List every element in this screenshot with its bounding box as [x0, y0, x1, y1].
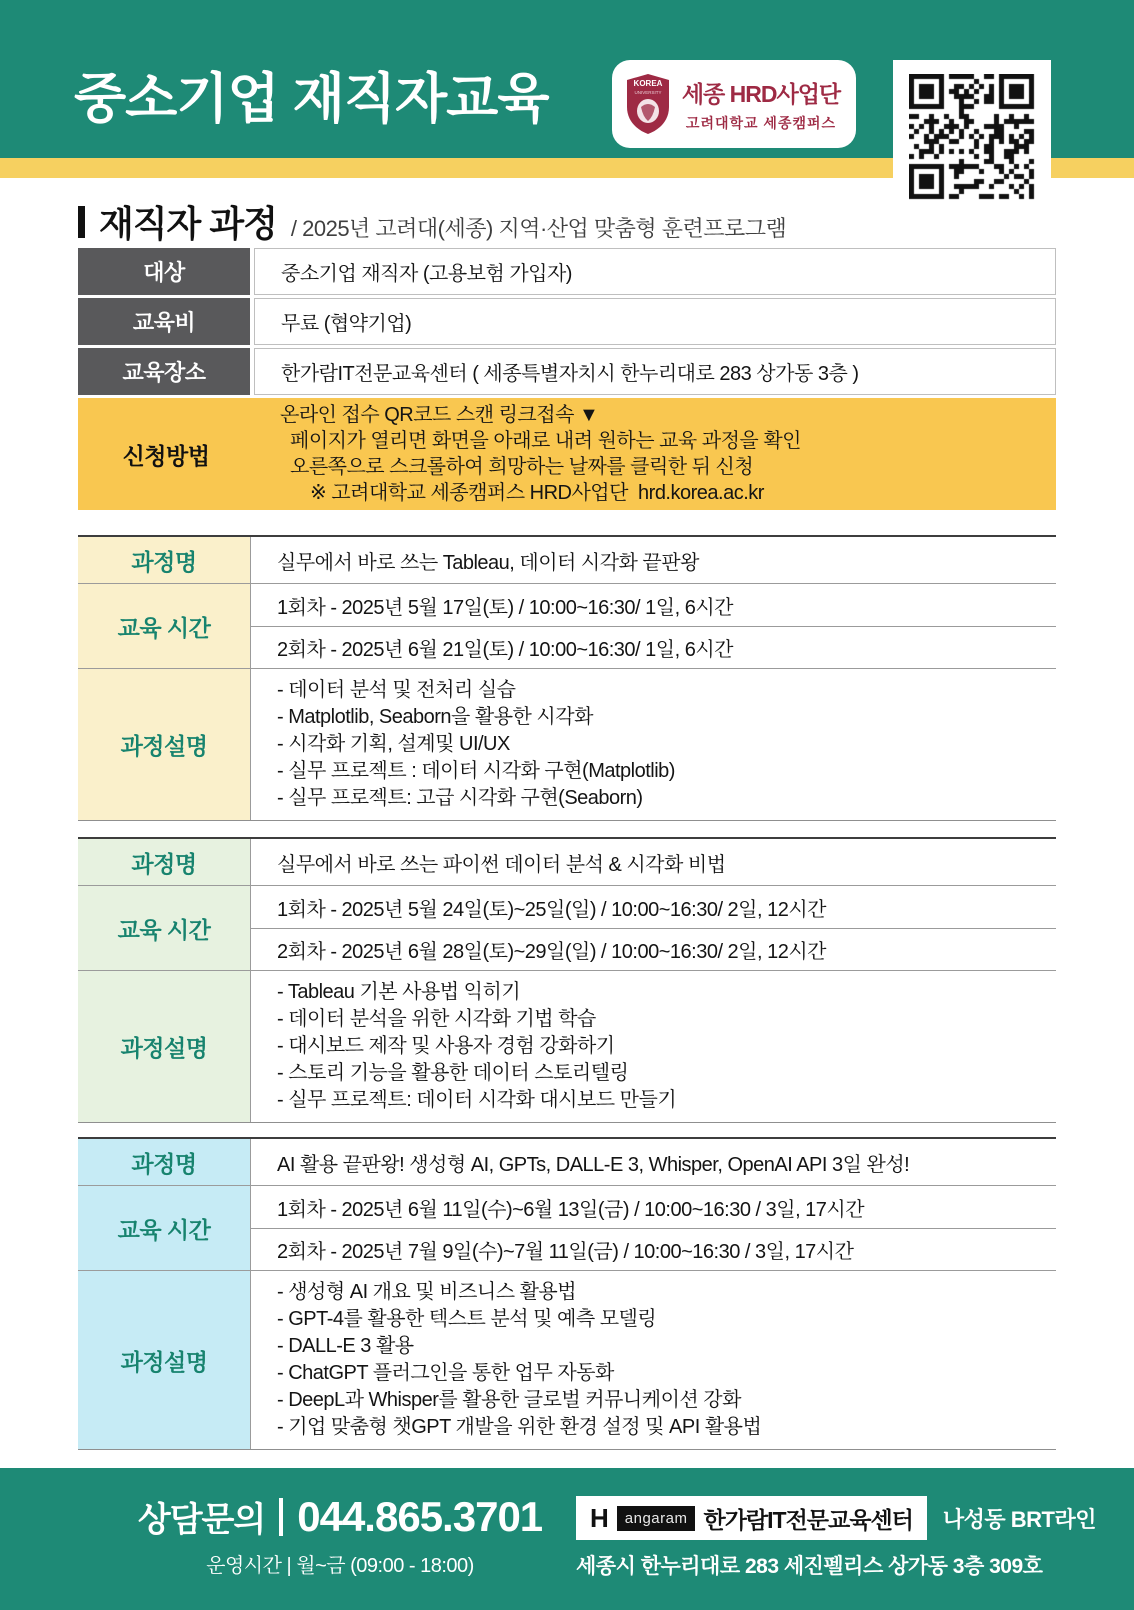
course2-time-label: 교육 시간 — [78, 886, 250, 970]
apply-line-2: 페이지가 열리면 화면을 아래로 내려 원하는 교육 과정을 확인 — [290, 430, 801, 452]
course1-name-row — [78, 537, 1056, 583]
course3-times — [250, 1186, 1056, 1270]
course-table-tableau — [78, 535, 1056, 821]
course3-desc-3: - DALL-E 3 활용 — [277, 1335, 414, 1357]
course1-desc-5: - 실무 프로젝트: 고급 시각화 구현(Seaborn) — [277, 787, 643, 809]
course2-time-1: 1회차 - 2025년 5월 24일(토)~25일(일) / 10:00~16:30/ 2일, 12시간 — [277, 898, 827, 921]
course1-time-1: 1회차 - 2025년 5월 17일(토) / 10:00~16:30/ 1일, 6시간 — [277, 596, 733, 619]
course3-time-1: 1회차 - 2025년 6월 11일(수)~6월 13일(금) / 10:00~16:30 / 3일, 17시간 — [277, 1198, 865, 1221]
course2-desc — [250, 971, 1056, 1122]
info-row-location — [78, 348, 1056, 395]
course2-name-row — [78, 839, 1056, 885]
footer-band — [0, 1468, 1134, 1610]
course2-times — [250, 886, 1056, 970]
section-title-bar — [78, 206, 85, 238]
apply-line-3: 오른쪽으로 스크롤하여 희망하는 날짜를 클릭한 뒤 신청 — [290, 456, 754, 478]
course2-desc-3: - 대시보드 제작 및 사용자 경험 강화하기 — [277, 1035, 615, 1057]
course3-desc-6: - 기업 맞춤형 챗GPT 개발을 위한 환경 설정 및 API 활용법 — [277, 1416, 762, 1438]
course1-desc-3: - 시각화 기획, 설계및 UI/UX — [277, 733, 510, 755]
contact-label: 상담문의 — [137, 1501, 266, 1539]
course3-desc-2: - GPT-4를 활용한 텍스트 분석 및 예측 모델링 — [277, 1308, 657, 1330]
svg-text:UNIVERSITY: UNIVERSITY — [634, 90, 662, 95]
course3-desc-row — [78, 1270, 1056, 1449]
course2-time-2: 2회차 - 2025년 6월 28일(토)~29일(일) / 10:00~16:30/ 2일, 12시간 — [251, 928, 1056, 970]
apply-lines — [254, 398, 1056, 510]
course2-name: 실무에서 바로 쓰는 파이썬 데이터 분석 & 시각화 비법 — [250, 839, 1056, 885]
course1-time-2: 2회차 - 2025년 6월 21일(토) / 10:00~16:30/ 1일, 6시간 — [251, 626, 1056, 668]
course3-desc-5: - DeepL과 Whisper를 활용한 글로벌 커뮤니케이션 강화 — [277, 1389, 741, 1411]
footer-address: 세종시 한누리대로 283 세진펠리스 상가동 3층 309호 — [576, 1555, 1043, 1578]
training-center-row — [576, 1496, 1096, 1540]
course2-desc-2: - 데이터 분석을 위한 시각화 기법 학습 — [277, 1008, 596, 1030]
course3-name: AI 활용 끝판왕! 생성형 AI, GPTs, DALL-E 3, Whisper, OpenAI API 3일 완성! — [250, 1139, 1056, 1185]
course1-name-label: 과정명 — [78, 537, 250, 583]
apply-row — [78, 398, 1056, 510]
section-title: 재직자 과정 — [99, 203, 277, 244]
info-value-target: 중소기업 재직자 (고용보험 가입자) — [254, 248, 1056, 295]
info-label-location: 교육장소 — [78, 348, 250, 395]
contact-divider — [279, 1498, 283, 1536]
course2-desc-row — [78, 970, 1056, 1122]
apply-line-4: ※ 고려대학교 세종캠퍼스 HRD사업단 hrd.korea.ac.kr — [310, 482, 764, 504]
course1-time-row — [78, 583, 1056, 668]
course2-time-row — [78, 885, 1056, 970]
university-shield-icon — [626, 73, 670, 135]
course2-desc-4: - 스토리 기능을 활용한 데이터 스토리텔링 — [277, 1062, 629, 1084]
hangaram-logo-h-icon: H — [590, 1502, 609, 1533]
course3-time-row — [78, 1185, 1056, 1270]
contact-phone: 044.865.3701 — [297, 1492, 543, 1540]
section-subtitle: / 2025년 고려대(세종) 지역·산업 맞춤형 훈련프로그램 — [290, 216, 787, 241]
contact-block — [120, 1492, 560, 1578]
info-value-fee: 무료 (협약기업) — [254, 298, 1056, 345]
info-label-fee: 교육비 — [78, 298, 250, 345]
course2-desc-label: 과정설명 — [78, 971, 250, 1122]
contact-line — [120, 1492, 560, 1541]
course-table-python — [78, 837, 1056, 1123]
info-table — [78, 248, 1056, 510]
university-badge — [612, 60, 856, 148]
course1-desc-row — [78, 668, 1056, 820]
badge-texts — [678, 76, 844, 133]
course3-desc-1: - 생성형 AI 개요 및 비즈니스 활용법 — [277, 1281, 577, 1303]
course1-desc-label: 과정설명 — [78, 669, 250, 820]
course1-time-label: 교육 시간 — [78, 584, 250, 668]
course1-name: 실무에서 바로 쓰는 Tableau, 데이터 시각화 끝판왕 — [250, 537, 1056, 583]
info-row-target — [78, 248, 1056, 295]
course3-time-label: 교육 시간 — [78, 1186, 250, 1270]
page-title: 중소기업 재직자교육 — [74, 69, 549, 129]
info-label-target: 대상 — [78, 248, 250, 295]
course3-name-row — [78, 1139, 1056, 1185]
contact-hours: 운영시간 | 월~금 (09:00 - 18:00) — [206, 1555, 474, 1577]
course3-desc — [250, 1271, 1056, 1449]
course1-desc — [250, 669, 1056, 820]
info-row-fee — [78, 298, 1056, 345]
course2-name-label: 과정명 — [78, 839, 250, 885]
course1-times — [250, 584, 1056, 668]
info-value-location: 한가람IT전문교육센터 ( 세종특별자치시 한누리대로 283 상가동 3층 ) — [254, 348, 1056, 395]
header-band — [0, 0, 1134, 158]
badge-campus-name: 고려대학교 세종캠퍼스 — [685, 114, 837, 131]
course1-desc-1: - 데이터 분석 및 전처리 실습 — [277, 679, 516, 701]
brt-line-label: 나성동 BRT라인 — [942, 1506, 1096, 1532]
hangaram-logo-wordmark: angaram — [617, 1506, 696, 1531]
course1-desc-4: - 실무 프로젝트 : 데이터 시각화 구현(Matplotlib) — [277, 760, 675, 782]
course3-desc-label: 과정설명 — [78, 1271, 250, 1449]
apply-label: 신청방법 — [122, 442, 210, 469]
course1-desc-2: - Matplotlib, Seaborn을 활용한 시각화 — [277, 706, 593, 728]
course3-name-label: 과정명 — [78, 1139, 250, 1185]
hangaram-logo — [576, 1496, 927, 1540]
training-center-block — [576, 1496, 1096, 1580]
training-center-name: 한가람IT전문교육센터 — [703, 1506, 913, 1533]
svg-text:KOREA: KOREA — [633, 79, 663, 88]
course2-desc-5: - 실무 프로젝트: 데이터 시각화 대시보드 만들기 — [277, 1089, 677, 1111]
section-heading — [78, 196, 786, 247]
course-table-ai — [78, 1137, 1056, 1450]
course3-desc-4: - ChatGPT 플러그인을 통한 업무 자동화 — [277, 1362, 614, 1384]
apply-line-1: 온라인 접수 QR코드 스캔 링크접속 ▼ — [280, 404, 599, 426]
badge-org-name: 세종 HRD사업단 — [681, 80, 841, 107]
course3-time-2: 2회차 - 2025년 7월 9일(수)~7월 11일(금) / 10:00~16:30 / 3일, 17시간 — [251, 1228, 1056, 1270]
course2-desc-1: - Tableau 기본 사용법 익히기 — [277, 981, 521, 1003]
qr-code — [893, 60, 1051, 214]
